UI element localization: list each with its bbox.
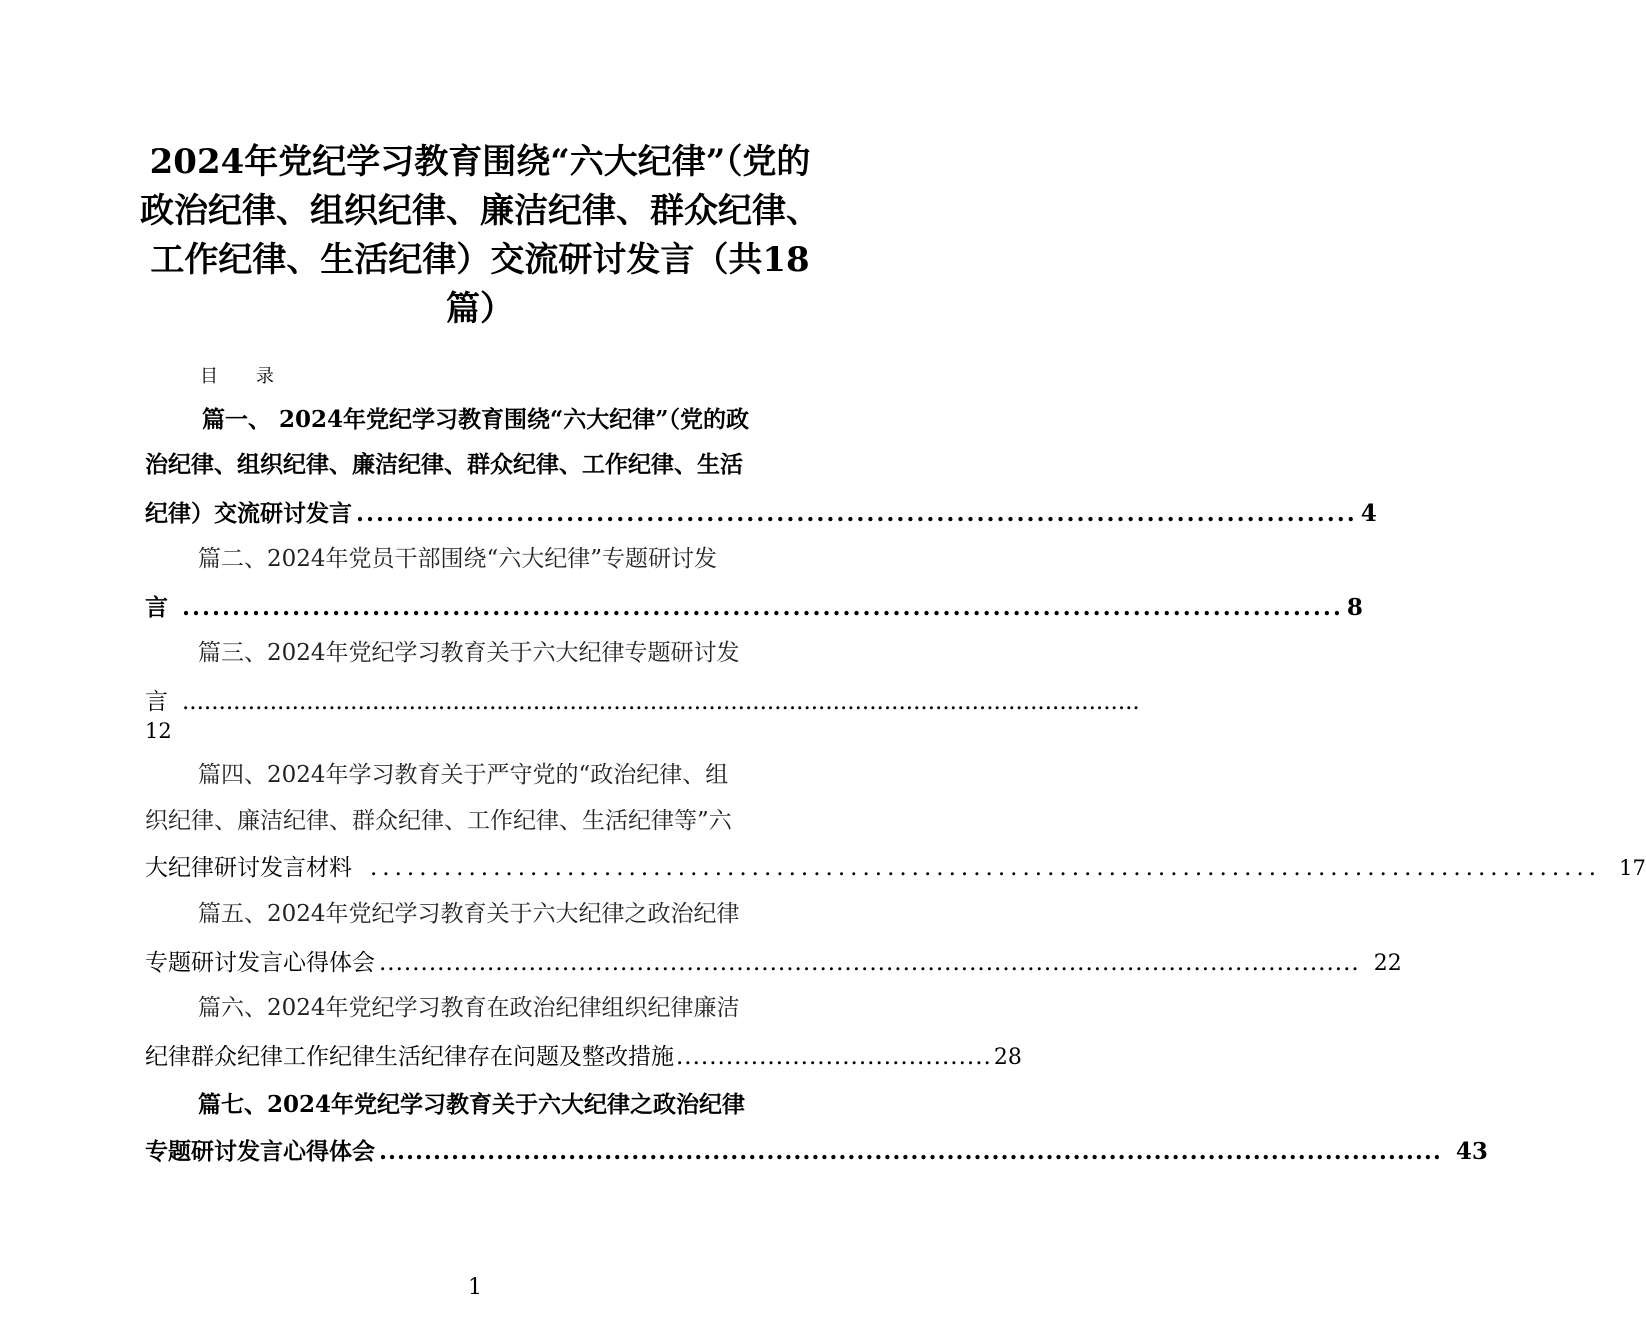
toc-entry-7-page: 43 (1455, 1138, 1488, 1165)
toc-entry-7-text: 专题研讨发言心得体会 (145, 1138, 375, 1165)
toc-heading-char: 录 (256, 366, 274, 387)
toc-entry-1-line-1[interactable]: 篇一、 2024年党纪学习教育围绕“六大纪律”（党的政 (202, 406, 749, 433)
title-line: 2024年党纪学习教育围绕“六大纪律”（党的 (149, 142, 811, 182)
toc-entry-2-page: 8 (1346, 594, 1363, 621)
toc-entry-4-line-1[interactable]: 篇四、2024年学习教育关于严守党的“政治纪律、组 (198, 762, 729, 788)
toc-heading (200, 362, 274, 388)
toc-entry-6-line-1[interactable]: 篇六、2024年党纪学习教育在政治纪律组织纪律廉洁 (198, 995, 740, 1021)
toc-entry-2-line-2[interactable] (145, 593, 1363, 623)
toc-entry-1-line-3[interactable] (145, 499, 1377, 529)
toc-entry-2-line-1[interactable]: 篇二、2024年党员干部围绕“六大纪律”专题研讨发 (198, 546, 718, 572)
toc-entry-5-text: 专题研讨发言心得体会 (145, 950, 375, 976)
toc-entry-1-page: 4 (1360, 500, 1377, 527)
toc-heading-char: 目 (200, 366, 218, 387)
toc-entry-3-text: 言 (145, 689, 168, 715)
toc-entry-1-text: 纪律）交流研讨发言 (145, 500, 352, 527)
toc-leader-dots: ...................................................................................................................... (379, 950, 1360, 976)
toc-leader-dots: ...................................... (676, 1044, 992, 1070)
toc-entry-5-page: 22 (1373, 951, 1402, 976)
toc-entry-4-line-3[interactable] (145, 853, 1646, 883)
toc-entry-4-text: 大纪律研讨发言材料 (145, 855, 352, 881)
document-title (130, 138, 830, 334)
toc-entry-6-text: 纪律群众纪律工作纪律生活纪律存在问题及整改措施 (145, 1044, 674, 1070)
title-line: 篇） (446, 289, 514, 329)
toc-leader-dots: .................................................................................................... (370, 855, 1602, 881)
toc-leader-dots: ...................................................................................................................... (379, 1138, 1442, 1165)
toc-leader-dots: .................................................................................................................... (182, 594, 1343, 621)
toc-entry-3-page[interactable]: 12 (145, 719, 172, 743)
page-number: 1 (468, 1275, 482, 1300)
toc-entry-1-line-2[interactable]: 治纪律、组织纪律、廉洁纪律、群众纪律、工作纪律、生活 (145, 451, 743, 478)
toc-entry-3-line-2[interactable] (145, 687, 1140, 717)
toc-entry-4-line-2[interactable]: 织纪律、廉洁纪律、群众纪律、工作纪律、生活纪律等”六 (145, 808, 732, 834)
toc-leader-dots: ................................................................................................................................... (182, 689, 1140, 715)
toc-entry-6-line-2[interactable] (145, 1042, 1022, 1072)
toc-entry-7-line-1[interactable]: 篇七、2024年党纪学习教育关于六大纪律之政治纪律 (198, 1091, 746, 1118)
toc-entry-2-text: 言 (145, 594, 168, 621)
toc-entry-7-line-2[interactable] (145, 1137, 1488, 1167)
title-line: 工作纪律、生活纪律）交流研讨发言（共18 (150, 240, 810, 280)
toc-entry-5-line-2[interactable] (145, 948, 1402, 978)
toc-entry-4-page: 17 (1619, 856, 1646, 880)
toc-entry-6-page: 28 (993, 1045, 1022, 1070)
title-line: 政治纪律、组织纪律、廉洁纪律、群众纪律、 (140, 191, 820, 231)
toc-leader-dots: .................................................................................................... (356, 500, 1357, 527)
toc-entry-5-line-1[interactable]: 篇五、2024年党纪学习教育关于六大纪律之政治纪律 (198, 901, 740, 927)
toc-entry-3-line-1[interactable]: 篇三、2024年党纪学习教育关于六大纪律专题研讨发 (198, 640, 740, 666)
